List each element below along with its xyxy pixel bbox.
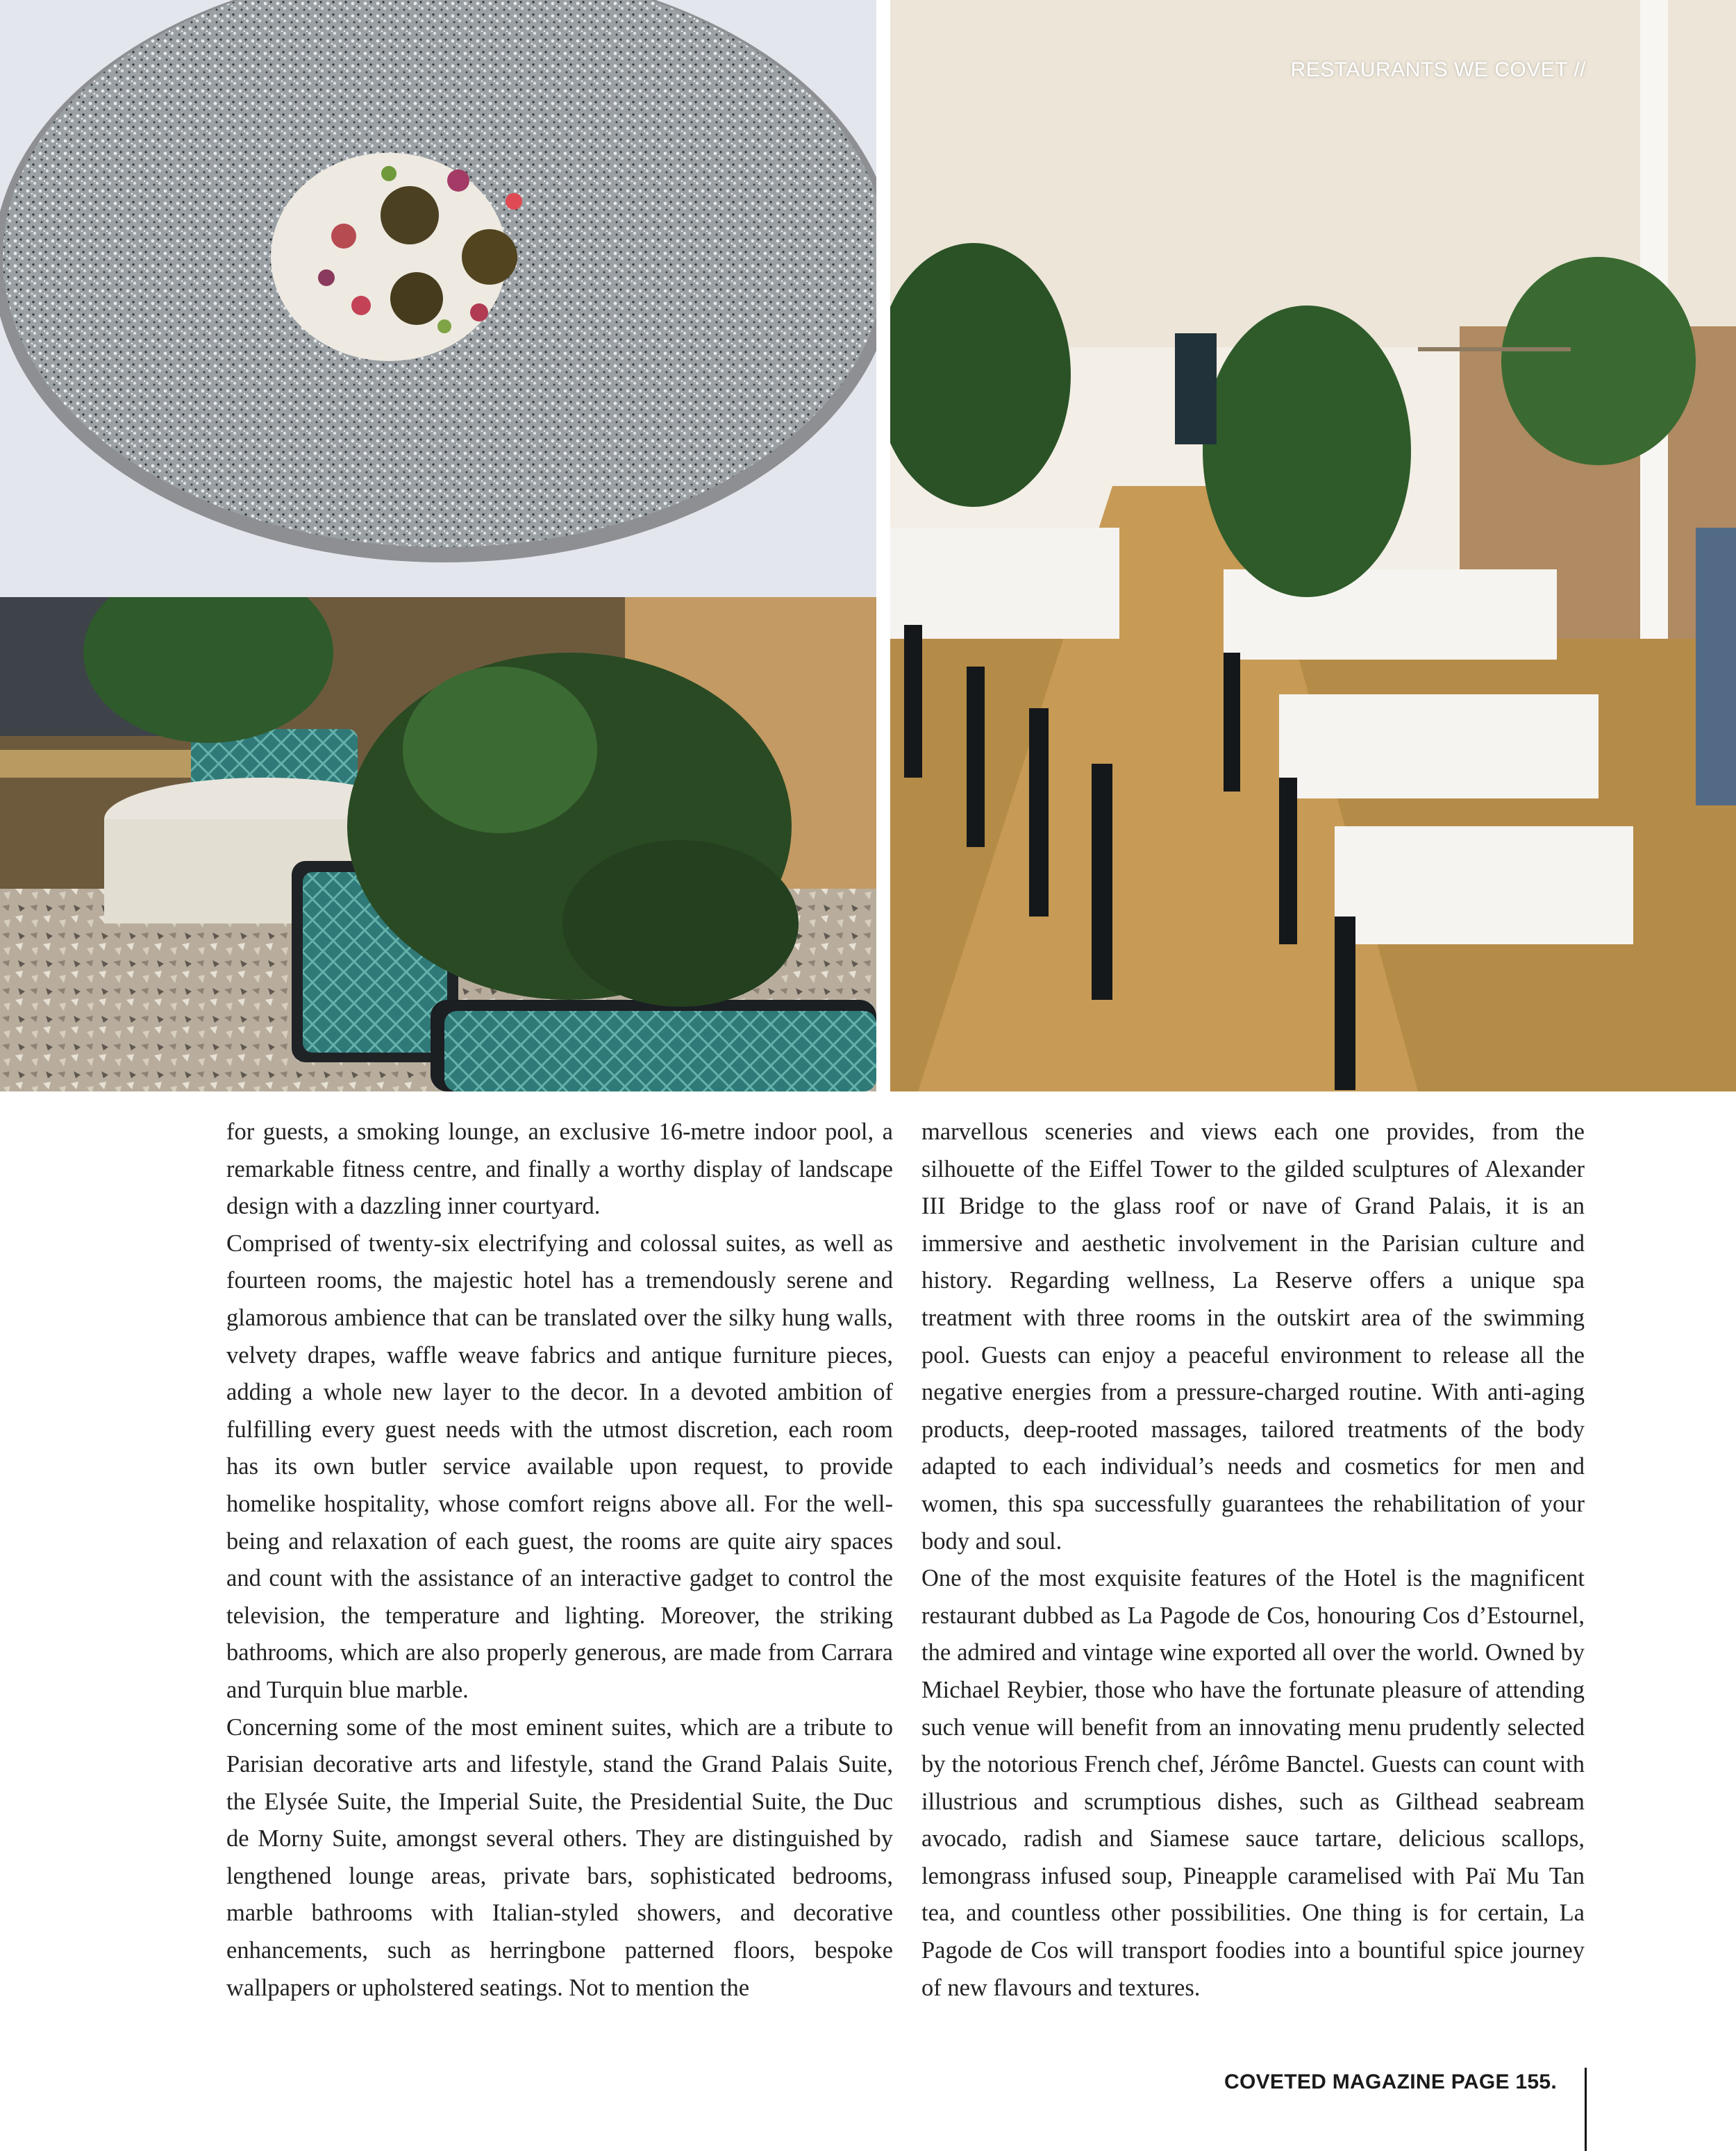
article-right-column xyxy=(921,1114,1585,2007)
scallop-caviar-dish-photo xyxy=(0,0,876,597)
footer-divider xyxy=(1585,2068,1587,2151)
page-footer-label: COVETED MAGAZINE PAGE 155. xyxy=(1224,2070,1557,2093)
restaurant-lounge-photo xyxy=(0,597,876,1091)
dining-room-photo xyxy=(890,0,1736,1091)
article-paragraph: Comprised of twenty-six electrifying and colossal suites, as well as fourteen rooms, the majestic hotel has a tremendously serene and glamorous ambience that can be translated over the silky hung walls, velvety drapes, waffle weave fabrics and antique furniture pieces, adding a whole new layer to the decor. In a devoted ambition of fulfilling every guest needs with the utmost discretion, each room has its own butler service available upon request, to provide homelike hospitality, whose comfort reigns above all. For the well-being and relaxation of each guest, the rooms are quite airy spaces and count with the assistance of an interactive gadget to control the television, the temperature and lighting. Moreover, the striking bathrooms, which are also properly generous, are made from Carrara and Turquin blue marble. xyxy=(226,1230,893,1703)
article-paragraph: marvellous sceneries and views each one provides, from the silhouette of the Eiffel Tower to the gilded sculptures of Alexander III Bridge to the glass roof or nave of Grand Palais, it is an immersive and aesthetic involvement in the Parisian culture and history. Regarding wellness, La Reserve offers a unique spa treatment with three rooms in the outskirt area of the swimming pool. Guests can enjoy a peaceful environment to release all the negative energies from a pressure-charged routine. With anti-aging products, deep-rooted massages, tailored treatments of the body adapted to each individual’s needs and cosmetics for men and women, this spa successfully guarantees the rehabilitation of your body and soul. xyxy=(921,1119,1585,1555)
article-left-column xyxy=(226,1114,893,2007)
section-label: RESTAURANTS WE COVET // xyxy=(1290,58,1586,81)
article-paragraph: Concerning some of the most eminent suites, which are a tribute to Parisian decorative arts and lifestyle, stand the Grand Palais Suite, the Elysée Suite, the Imperial Suite, the Presidential Suite, the Duc de Morny Suite, amongst several others. They are distinguished by lengthened lounge areas, private bars, sophisticated bedrooms, marble bathrooms with Italian-styled showers, and decorative enhancements, such as herringbone patterned floors, bespoke wallpapers or upholstered seatings. Not to mention the xyxy=(226,1714,893,2001)
article-paragraph: One of the most exquisite features of the Hotel is the magnificent restaurant dubbed as La Pagode de Cos, honouring Cos d’Estournel, the admired and vintage wine exported all over the world. Owned by Michael Reybier, those who have the fortunate pleasure of attending such venue will benefit from an innovating menu prudently selected by the notorious French chef, Jérôme Banctel. Guests can count with illustrious and scrumptious dishes, such as Gilthead seabream avocado, radish and Siamese sauce tartare, delicious scallops, lemongrass infused soup, Pineapple caramelised with Paï Mu Tan tea, and countless other possibilities. One thing is for certain, La Pagode de Cos will transport foodies into a bountiful spice journey of new flavours and textures. xyxy=(921,1565,1585,2001)
article-paragraph: for guests, a smoking lounge, an exclusive 16-metre indoor pool, a remarkable fitness centre, and finally a worthy display of landscape design with a dazzling inner courtyard. xyxy=(226,1119,893,1220)
